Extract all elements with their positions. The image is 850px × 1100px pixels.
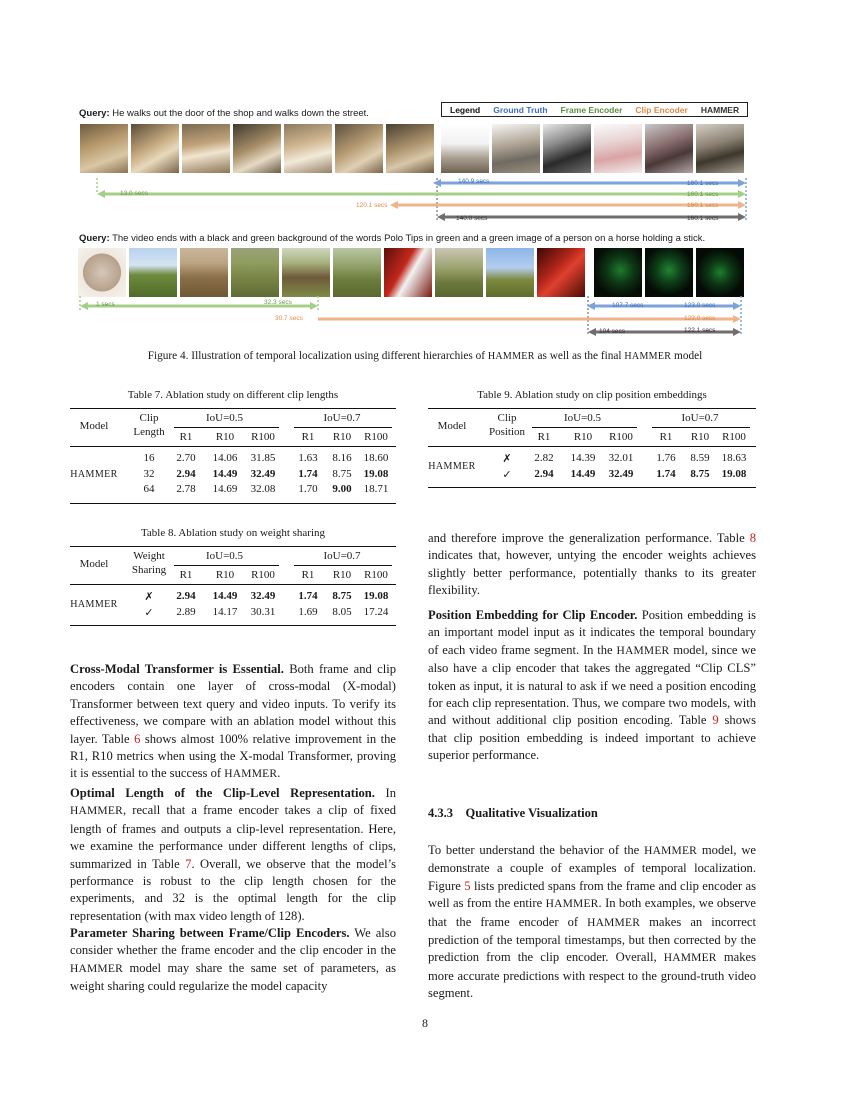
video-frame <box>386 124 434 173</box>
ce-start-label: 120.1 secs <box>356 202 388 209</box>
header-metric: R10 <box>573 431 593 443</box>
gt-start-label: 140.9 secs <box>458 178 490 185</box>
table-rule-bottom <box>70 503 396 504</box>
model-name: HAMMER <box>545 898 599 911</box>
metric-value: 9.00 <box>332 483 352 495</box>
metric-value: 2.94 <box>534 467 554 480</box>
caption-text: as well as the final <box>537 350 622 362</box>
table-rule-group <box>174 565 279 566</box>
para-text: . <box>277 766 281 781</box>
header-variable: Length <box>133 426 165 438</box>
para-text: To better understand the behavior of the <box>428 843 640 857</box>
video-frame <box>129 248 177 297</box>
header-variable: Weight <box>133 550 165 562</box>
gt-arrow-right <box>733 302 741 310</box>
metric-value: 1.74 <box>298 467 318 480</box>
para-text: Position embedding is an important model input as it indicates the temporal boundary of each video frame segment. In the <box>428 608 756 657</box>
variant-value: ✗ <box>502 453 512 465</box>
model-name: HAMMER <box>70 468 118 480</box>
model-name: HAMMER <box>224 768 278 781</box>
fe-arrow-right <box>738 190 746 198</box>
fe-arrow-right <box>310 302 318 310</box>
metric-value: 8.59 <box>690 452 710 464</box>
video-frame <box>231 248 279 297</box>
query-text: The video ends with a black and green background of the words Polo Tips in green and a green image of a person on a horse holding a stick. <box>112 233 706 244</box>
video-frame <box>233 124 281 173</box>
para-text: , recall that a frame encoder takes a clip of fixed length of frames and outputs a clip-level representation. Here, we examine the performance under different lengths of clips, summarized in Table <box>70 803 396 871</box>
para-text: makes an incorrect prediction of the temporal timestamps, but then corrected by the prediction from the clip encoder. Overall, <box>428 914 756 965</box>
para-text: lists predicted spans from the frame and clip encoder as well as from the entire <box>428 878 756 911</box>
metric-value: 2.94 <box>176 467 196 480</box>
model-name: HAMMER <box>663 952 717 965</box>
header-iou-05: IoU=0.5 <box>563 412 602 424</box>
video-frame <box>594 248 642 297</box>
header-metric: R100 <box>364 431 388 443</box>
header-variable: Position <box>488 426 526 438</box>
video-frame <box>645 248 693 297</box>
para-text: and therefore improve the generalization performance. Table <box>428 531 745 545</box>
query-label: Query: <box>79 108 110 119</box>
video-frame <box>435 248 483 297</box>
para-text: In <box>385 786 396 800</box>
header-model: Model <box>79 420 109 432</box>
header-metric: R1 <box>537 431 551 443</box>
metric-value: 1.63 <box>298 452 318 464</box>
para-parameter-sharing <box>70 925 396 996</box>
para-heading: Position Embedding for Clip Encoder. <box>428 608 638 622</box>
video-frame <box>335 124 383 173</box>
metric-value: 18.63 <box>721 452 747 464</box>
metric-value: 14.69 <box>212 483 238 495</box>
legend-ground-truth: Ground Truth <box>493 104 548 115</box>
header-metric: R100 <box>364 569 388 581</box>
table-rule-mid <box>70 584 396 585</box>
table-7-caption: Table 7. Ablation study on different clip lengths <box>127 389 339 401</box>
header-iou-05: IoU=0.5 <box>205 412 244 424</box>
table-ref-link[interactable]: 9 <box>712 713 719 728</box>
metric-value: 31.85 <box>250 452 276 464</box>
header-metric: R100 <box>251 569 275 581</box>
header-variable: Sharing <box>131 564 167 576</box>
video-frame <box>594 124 642 173</box>
fe-end-label: 32.3 secs <box>264 299 292 306</box>
para-text: We also consider whether the frame encoder and the clip encoder in the <box>70 926 397 958</box>
video-frame <box>645 124 693 173</box>
video-frame <box>180 248 228 297</box>
table-rule-top <box>70 408 396 409</box>
variant-value: 32 <box>143 467 155 480</box>
hm-start-label: 104 secs <box>599 328 626 335</box>
section-title: Qualitative Visualization <box>465 806 598 820</box>
table-rule-group <box>174 427 279 428</box>
caption-model: HAMMER <box>487 351 535 362</box>
query-1 <box>79 108 369 119</box>
para-optimal-length <box>70 785 396 925</box>
table-rule-mid <box>70 446 396 447</box>
metric-value: 2.89 <box>176 605 196 618</box>
metric-value: 14.49 <box>212 590 238 602</box>
metric-value: 18.60 <box>363 452 389 464</box>
fe-start-label: 13.0 secs <box>120 190 148 197</box>
header-metric: R100 <box>722 431 746 443</box>
metric-value: 1.74 <box>298 590 318 602</box>
table-ref-link[interactable]: 8 <box>749 531 756 545</box>
hm-arrow-right <box>733 328 741 336</box>
header-model: Model <box>437 420 467 432</box>
header-model: Model <box>79 558 109 570</box>
section-number: 4.3.3 <box>428 806 453 820</box>
table-rule-group <box>294 427 392 428</box>
ce-arrow-right <box>733 315 741 323</box>
figure-ref-link[interactable]: 5 <box>464 878 471 893</box>
model-name: HAMMER <box>70 805 123 818</box>
metric-value: 2.78 <box>176 483 196 495</box>
header-metric: R10 <box>332 431 352 443</box>
table-rule-group <box>532 427 637 428</box>
metric-value: 14.06 <box>212 452 238 464</box>
para-heading: Parameter Sharing between Frame/Clip Encoders. <box>70 926 350 940</box>
metric-value: 32.01 <box>608 452 634 464</box>
metric-value: 1.70 <box>298 483 318 495</box>
table-rule-mid <box>428 446 756 447</box>
table-rule-group <box>652 427 750 428</box>
model-name: HAMMER <box>644 845 698 857</box>
metric-value: 32.49 <box>608 467 634 480</box>
video-frame <box>696 248 744 297</box>
metric-value: 8.75 <box>690 467 710 480</box>
model-name: HAMMER <box>70 598 118 610</box>
para-heading: Cross-Modal Transformer is Essential. <box>70 662 284 676</box>
header-metric: R1 <box>179 569 193 581</box>
model-name: HAMMER <box>428 460 476 472</box>
header-variable: Clip <box>139 412 159 424</box>
ce-end-label: 123.0 secs <box>684 315 716 322</box>
metric-value: 14.17 <box>212 605 238 618</box>
caption-text: model <box>674 350 703 362</box>
video-frame <box>543 124 591 173</box>
metric-value: 19.08 <box>721 467 747 480</box>
para-continued <box>428 530 756 600</box>
metric-value: 8.16 <box>332 452 352 464</box>
header-iou-05: IoU=0.5 <box>205 550 244 562</box>
model-name: HAMMER <box>616 644 670 657</box>
video-frame <box>696 124 744 173</box>
video-frame <box>441 124 489 173</box>
metric-value: 2.70 <box>176 452 196 464</box>
metric-value: 8.75 <box>332 590 352 602</box>
hm-start-label: 140.0 secs <box>456 215 488 222</box>
video-frame <box>78 248 126 297</box>
header-metric: R10 <box>332 569 352 581</box>
para-qualitative <box>428 842 756 1003</box>
variant-value: 64 <box>143 483 155 495</box>
para-text: indicates that, however, untying the encoder weights achieves slightly better performance, potentially thanks to its greater flexibility. <box>428 548 756 598</box>
para-text: . Overall, we observe that the model’s performance is robust to the clip length chosen for the experiments, and 32 is the optimal length for the clip representation (with max video length of 128). <box>70 856 396 923</box>
legend-frame-encoder: Frame Encoder <box>560 104 623 115</box>
hm-end-label: 122.1 secs <box>684 327 716 334</box>
para-position-embedding <box>428 607 756 765</box>
fe-end-label: 160.1 secs <box>687 191 719 198</box>
header-metric: R1 <box>659 431 673 443</box>
para-text: shows almost 100% relative improvement in the R1, R10 metrics when using the X-modal Transformer, proving it is essential to the success of <box>70 731 396 781</box>
metric-value: 14.49 <box>570 467 596 480</box>
header-iou-07: IoU=0.7 <box>681 412 719 424</box>
table-8-caption: Table 8. Ablation study on weight sharing <box>140 527 326 539</box>
model-name: HAMMER <box>70 962 123 975</box>
para-text: Both frame and clip encoders contain one layer of cross-modal (X-modal) Transformer between text query and video inputs. To verify its effectiveness, we compare with an ablation model without this layer. Table <box>70 662 396 746</box>
model-name: HAMMER <box>587 916 641 929</box>
query-2 <box>79 233 705 244</box>
header-variable: Clip <box>497 412 517 424</box>
timeline-2 <box>0 296 850 341</box>
gt-start-label: 107.7 secs <box>612 302 644 309</box>
video-frame <box>333 248 381 297</box>
metric-value: 19.08 <box>363 467 389 480</box>
figure-caption <box>0 350 850 362</box>
gt-end-label: 160.1 secs <box>687 180 719 187</box>
variant-value: ✗ <box>144 591 154 603</box>
para-text: model, we demonstrate a couple of examples of temporal localization. Figure <box>428 843 757 893</box>
fe-start-label: 1 secs <box>96 301 115 308</box>
table-ref-link[interactable]: 7 <box>185 856 192 871</box>
header-iou-07: IoU=0.7 <box>323 412 361 424</box>
video-frame <box>182 124 230 173</box>
metric-value: 8.05 <box>332 605 352 618</box>
header-metric: R10 <box>215 569 235 581</box>
video-frame <box>80 124 128 173</box>
metric-value: 32.49 <box>250 467 276 480</box>
header-metric: R10 <box>690 431 710 443</box>
ce-arrow-left <box>390 201 398 209</box>
para-heading: Optimal Length of the Clip-Level Representation. <box>70 786 375 800</box>
metric-value: 32.08 <box>250 483 276 495</box>
metric-value: 32.49 <box>250 590 276 602</box>
hm-end-label: 160.1 secs <box>687 215 719 222</box>
variant-value: 16 <box>143 452 155 464</box>
query-text: He walks out the door of the shop and walks down the street. <box>112 108 369 119</box>
legend-clip-encoder: Clip Encoder <box>635 104 688 115</box>
table-rule-bottom <box>70 625 396 626</box>
metric-value: 2.94 <box>176 590 196 602</box>
legend-hammer: HAMMER <box>700 104 740 115</box>
metric-value: 19.08 <box>363 590 389 602</box>
page-number: 8 <box>422 1016 428 1030</box>
variant-value: ✓ <box>502 468 512 481</box>
caption-text: Figure 4. Illustration of temporal localization using different hierarchies of <box>147 350 486 362</box>
timeline-1 <box>0 170 850 230</box>
metric-value: 8.75 <box>332 467 352 480</box>
query-label: Query: <box>79 233 110 244</box>
para-text: shows that clip position embedding is indeed important to achieve superior performance. <box>428 713 756 763</box>
metric-value: 1.74 <box>656 467 676 480</box>
metric-value: 17.24 <box>363 605 389 618</box>
figure-legend <box>441 102 748 117</box>
gt-arrow-right <box>738 179 746 187</box>
header-metric: R1 <box>301 431 315 443</box>
variant-value: ✓ <box>144 606 154 619</box>
ce-end-label: 160.1 secs <box>687 202 719 209</box>
metric-value: 1.69 <box>298 605 318 618</box>
video-frame <box>384 248 432 297</box>
ce-arrow-right <box>738 201 746 209</box>
gt-end-label: 123.0 secs <box>684 302 716 309</box>
para-text: . In both examples, we observe that the frame encoder of <box>428 896 756 929</box>
section-heading <box>428 806 598 821</box>
para-text: model may share the same set of parameters, as weight sharing could regularize the model capacity <box>70 960 396 994</box>
video-frame <box>492 124 540 173</box>
metric-value: 18.71 <box>363 483 389 495</box>
video-frame <box>282 248 330 297</box>
table-rule-top <box>70 546 396 547</box>
video-frame <box>131 124 179 173</box>
video-frame <box>284 124 332 173</box>
metric-value: 14.49 <box>212 467 238 480</box>
video-frame <box>537 248 585 297</box>
gt-arrow-left <box>433 179 441 187</box>
table-rule-group <box>294 565 392 566</box>
legend-title: Legend <box>450 104 481 115</box>
header-metric: R100 <box>609 431 633 443</box>
header-metric: R1 <box>301 569 315 581</box>
table-9-caption: Table 9. Ablation study on clip position embeddings <box>477 389 707 401</box>
header-metric: R100 <box>251 431 275 443</box>
ce-start-label: 30.7 secs <box>275 315 303 322</box>
metric-value: 30.31 <box>250 605 276 618</box>
caption-model: HAMMER <box>624 351 672 362</box>
table-rule-top <box>428 408 756 409</box>
header-metric: R10 <box>215 431 235 443</box>
video-frame <box>486 248 534 297</box>
metric-value: 2.82 <box>534 452 554 464</box>
hm-arrow-left <box>588 328 596 336</box>
fe-arrow-left <box>97 190 105 198</box>
metric-value: 1.76 <box>656 452 676 464</box>
hm-arrow-left <box>437 213 445 221</box>
table-rule-bottom <box>428 487 756 488</box>
metric-value: 14.39 <box>570 452 596 464</box>
para-text: makes more accurate predictions with respect to the ground-truth video segment. <box>428 950 756 1001</box>
para-text: model, since we also have a clip encoder that takes the aggregated “Clip CLS” token as input, it is natural to ask if we need a position encoding for each clip representation. Thus, we compare two models, with and without additional clip position encoding. Table <box>428 642 756 728</box>
header-iou-07: IoU=0.7 <box>323 550 361 562</box>
fe-arrow-left <box>80 302 88 310</box>
header-metric: R1 <box>179 431 193 443</box>
hm-arrow-right <box>738 213 746 221</box>
para-cross-modal <box>70 661 396 784</box>
table-ref-link[interactable]: 6 <box>134 731 141 746</box>
